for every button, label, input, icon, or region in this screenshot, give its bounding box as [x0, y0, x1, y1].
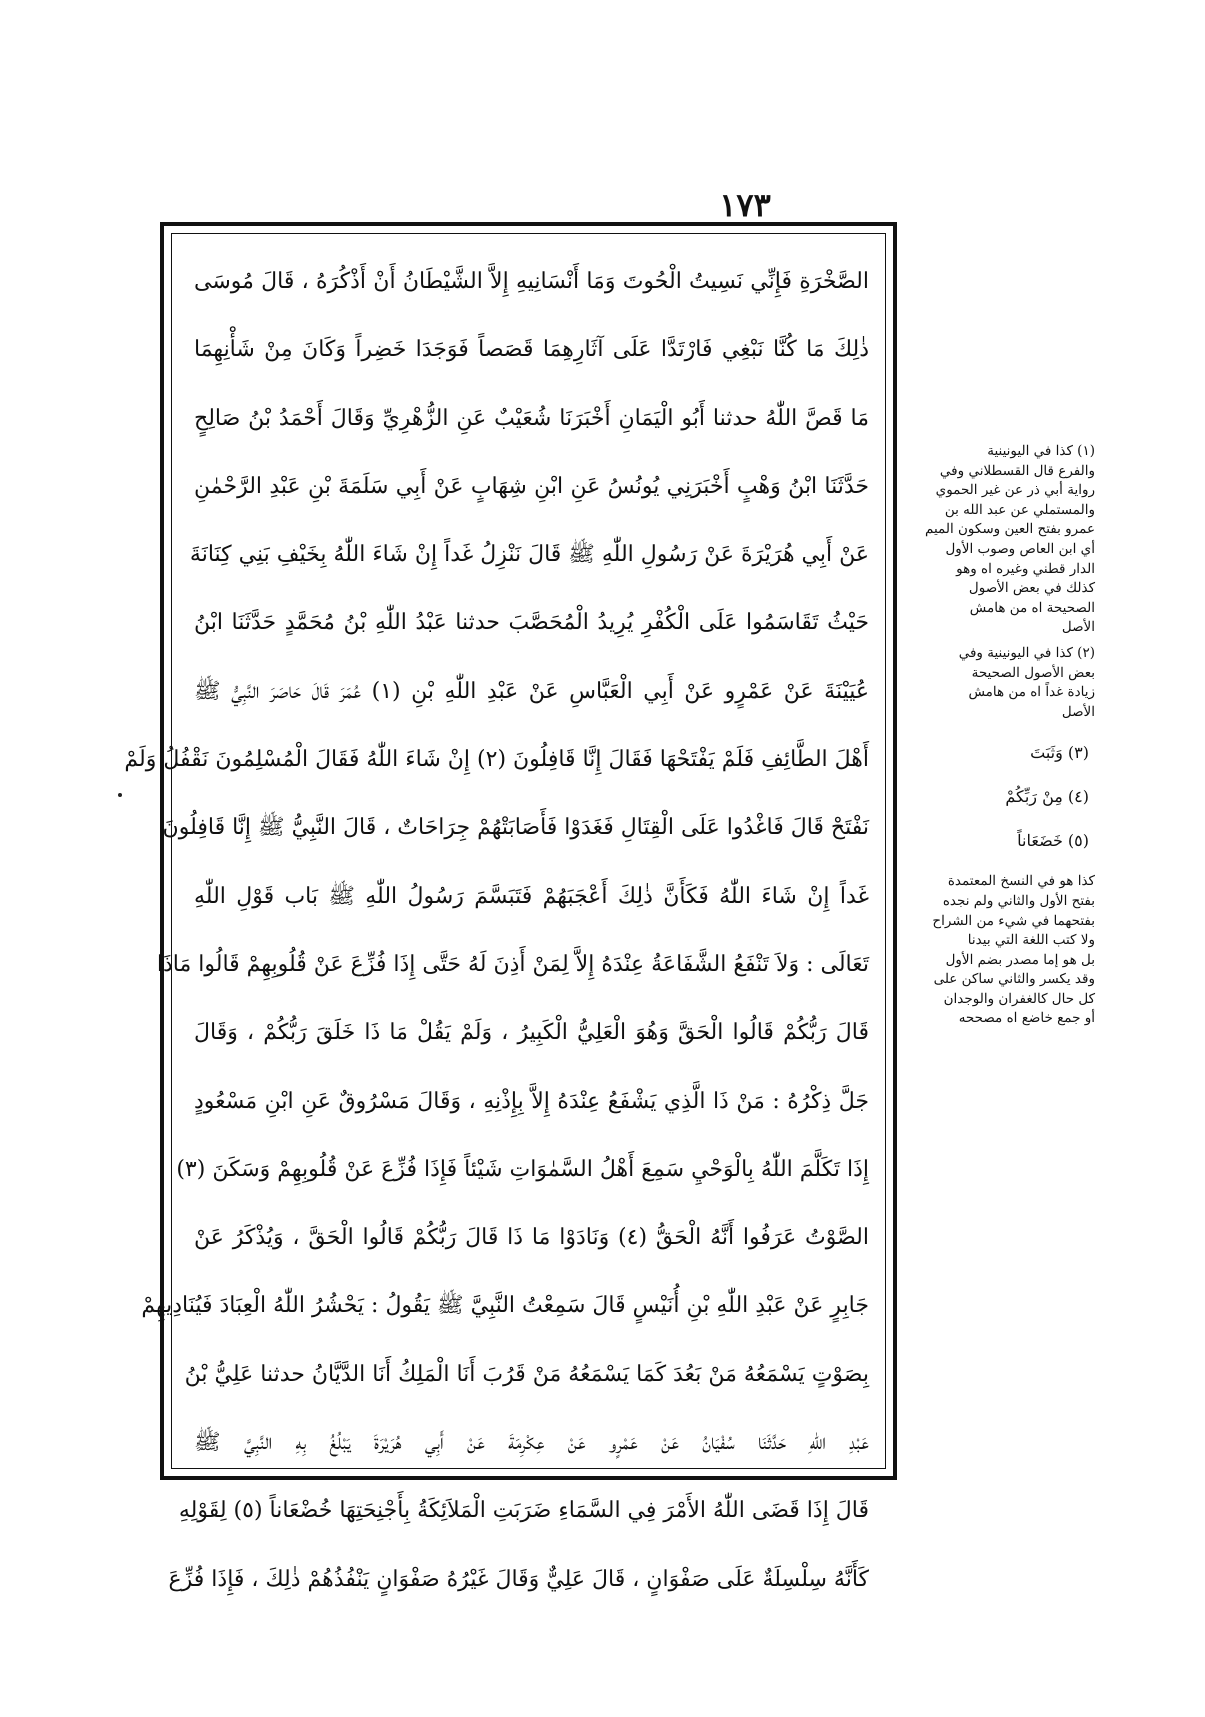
main-text-line: أَهْلَ الطَّائِفِ فَلَمْ يَفْتَحْهَا فَقَالَ إِنَّا قَافِلُونَ (٢) إِنْ شَاءَ اللّٰهُ فَقَالَ الْمُسْلِمُونَ نَقْفُلُ وَلَمْ: [124, 747, 869, 773]
footnote-line: بعض الأصول الصحيحة: [971, 664, 1095, 681]
footnote-line: (٢) كذا في اليونينية وفي: [958, 644, 1095, 661]
main-text-line: تَعَالَى : وَلاَ تَنْفَعُ الشَّفَاعَةُ عِنْدَهُ إِلاَّ لِمَنْ أَذِنَ لَهُ حَتَّى إِذَا فُزِّعَ عَنْ قُلُوبِهِمْ قَالُوا مَاذَا: [156, 951, 869, 977]
main-text-line: عَبْدِ اللّٰهِ حَدَّثَنَا سُفْيَانُ عَنْ عَمْرٍو عَنْ عِكْرِمَةَ عَنْ أَبِي هُرَيْرَةَ يَبْلُغُ بِهِ النَّبِيَّ ﷺ: [194, 1430, 869, 1456]
main-text-block: [124, 248, 870, 1614]
main-text-line: كَأَنَّهُ سِلْسِلَةٌ عَلَى صَفْوَانٍ ، قَالَ عَلِيٌّ وَقَالَ غَيْرُهُ صَفْوَانٍ يَنْفُذُهُمْ ذٰلِكَ ، فَإِذَا فُزِّعَ: [168, 1566, 869, 1592]
footnote-line: بفتح الأول والثاني ولم نجده: [942, 892, 1095, 909]
variant-reading-4: (٤) مِنْ رَبِّكُمْ: [1005, 787, 1089, 807]
footnote-1: [905, 442, 1095, 638]
text-frame: [124, 222, 897, 1592]
main-text-line: جَابِرٍ عَنْ عَبْدِ اللّٰهِ بْنِ أُنَيْسٍ قَالَ سَمِعْتُ النَّبِيَّ ﷺ يَقُولُ : يَحْشُرُ اللّٰهُ الْعِبَادَ فَيُنَادِيهِمْ: [141, 1293, 869, 1319]
footnote-5: [905, 872, 1095, 1029]
footnote-line: ولا كتب اللغة التي بيدنا: [967, 932, 1095, 949]
main-text-line: الصَّخْرَةِ فَإِنِّي نَسِيتُ الْحُوتَ وَمَا أَنْسَانِيهِ إِلاَّ الشَّيْطَانُ أَنْ أَذْكُرَهُ ، قَالَ مُوسَى: [194, 269, 869, 294]
footnote-line: كذلك في بعض الأصول: [968, 580, 1095, 597]
footnote-line: أي ابن العاص وصوب الأول: [945, 540, 1095, 557]
footnote-line: (١) كذا في اليونينية: [987, 443, 1095, 459]
footnote-line: الأصل: [1061, 619, 1095, 636]
main-text-line: إِذَا تَكَلَّمَ اللّٰهُ بِالْوَحْيِ سَمِعَ أَهْلُ السَّمٰوَاتِ شَيْئاً فَإِذَا فُزِّعَ عَنْ قُلُوبِهِمْ وَسَكَنَ (٣): [176, 1156, 869, 1182]
main-text-line: حَيْثُ تَقَاسَمُوا عَلَى الْكُفْرِ يُرِيدُ الْمُحَصَّبَ حدثنا عَبْدُ اللّٰهِ بْنُ مُحَمَّدٍ حَدَّثَنَا ابْنُ: [194, 610, 869, 636]
main-text-line: غَداً إِنْ شَاءَ اللّٰهُ فَكَأَنَّ ذٰلِكَ أَعْجَبَهُمْ فَتَبَسَّمَ رَسُولُ اللّٰهِ ﷺ بَاب قَوْلِ اللّٰهِ: [194, 883, 869, 909]
main-text-line: حَدَّثَنَا ابْنُ وَهْبٍ أَخْبَرَنِي يُونُسُ عَنِ ابْنِ شِهَابٍ عَنْ أَبِي سَلَمَةَ بْنِ عَبْدِ الرَّحْمٰنِ: [194, 473, 869, 499]
main-text-line: عَنْ أَبِي هُرَيْرَةَ عَنْ رَسُولِ اللّٰهِ ﷺ قَالَ نَنْزِلُ غَداً إِنْ شَاءَ اللّٰهُ بِخَيْفِ بَنِي كِنَانَةَ: [189, 542, 869, 568]
footnote-line: بل هو إما مصدر بضم الأول: [945, 951, 1095, 968]
main-text-line: الصَّوْتُ عَرَفُوا أَنَّهُ الْحَقُّ (٤) وَنَادَوْا مَا ذَا قَالَ رَبُّكُمْ قَالُوا الْحَقَّ ، وَيُذْكَرُ عَنْ: [194, 1225, 869, 1251]
footnote-line: الصحيحة اه من هامش: [969, 599, 1095, 616]
footnote-2: [905, 644, 1095, 722]
main-text-line: بِصَوْتٍ يَسْمَعُهُ مَنْ بَعُدَ كَمَا يَسْمَعُهُ مَنْ قَرُبَ أَنَا الْمَلِكُ أَنَا الدَّيَّانُ حدثنا عَلِيُّ بْنُ: [184, 1361, 869, 1387]
footnote-line: والفرع قال القسطلاني وفي: [939, 462, 1095, 479]
main-text-line: قَالَ إِذَا قَضَى اللّٰهُ الأَمْرَ فِي السَّمَاءِ ضَرَبَتِ الْمَلاَئِكَةُ بِأَجْنِحَتِهَا خُضْعَاناً (٥) لِقَوْلِهِ: [178, 1498, 869, 1524]
main-text-line: جَلَّ ذِكْرُهُ : مَنْ ذَا الَّذِي يَشْفَعُ عِنْدَهُ إِلاَّ بِإِذْنِهِ ، وَقَالَ مَسْرُوقٌ عَنِ ابْنِ مَسْعُودٍ: [194, 1088, 869, 1114]
footnote-line: عمرو بفتح العين وسكون الميم: [925, 521, 1095, 538]
footnote-line: زيادة غداً اه من هامش: [968, 684, 1095, 701]
footnote-line: أو جمع خاضع اه مصححه: [958, 1010, 1095, 1027]
footnote-line: كل حال كالغفران والوجدان: [943, 990, 1095, 1007]
footnote-line: الأصل: [1061, 703, 1095, 720]
main-text-line: نَفْتَحْ قَالَ فَاغْدُوا عَلَى الْقِتَالِ فَغَدَوْا فَأَصَابَتْهُمْ جِرَاحَاتٌ ، قَالَ النَّبِيُّ ﷺ إِنَّا قَافِلُونَ: [162, 815, 869, 841]
footnote-line: بفتحهما في شيء من الشراح: [932, 912, 1095, 929]
main-text-line: قَالَ رَبُّكُمْ قَالُوا الْحَقَّ وَهُوَ الْعَلِيُّ الْكَبِيرُ ، وَلَمْ يَقُلْ مَا ذَا خَلَقَ رَبُّكُمْ ، وَقَالَ: [194, 1020, 869, 1046]
margin-notes: [905, 442, 1095, 1035]
variant-reading-5: (٥) خَضَعَاناً: [1017, 831, 1089, 851]
footnote-line: وقد يكسر والثاني ساكن على: [933, 971, 1095, 988]
footnote-line: الدار قطني وغيره اه وهو: [956, 560, 1095, 577]
stray-mark: [118, 793, 122, 797]
footnote-line: رواية أبي ذر عن غير الحموي: [935, 482, 1095, 499]
main-text-line: مَا قَصَّ اللّٰهُ حدثنا أَبُو الْيَمَانِ أَخْبَرَنَا شُعَيْبٌ عَنِ الزُّهْرِيِّ وَقَالَ أَحْمَدُ بْنُ صَالِحٍ: [194, 405, 869, 431]
footnote-line: كذا هو في النسخ المعتمدة: [947, 873, 1095, 890]
page-number: ١٧٣: [719, 186, 771, 224]
main-text-line: ذٰلِكَ مَا كُنَّا نَبْغِي فَارْتَدَّا عَلَى آثَارِهِمَا قَصَصاً فَوَجَدَا خَضِراً وَكَانَ مِنْ شَأْنِهِمَا: [194, 337, 869, 363]
footnote-line: والمستملي عن عبد الله بن: [944, 501, 1095, 518]
variant-reading-3: (٣) وَثَبَتَ: [1030, 743, 1089, 763]
main-text-line: عُيَيْنَةَ عَنْ عَمْرٍو عَنْ أَبِي الْعَبَّاسِ عَنْ عَبْدِ اللّٰهِ بْنِ (١) عُمَرَ قَالَ حَاصَرَ النَّبِيُّ ﷺ: [194, 678, 870, 704]
